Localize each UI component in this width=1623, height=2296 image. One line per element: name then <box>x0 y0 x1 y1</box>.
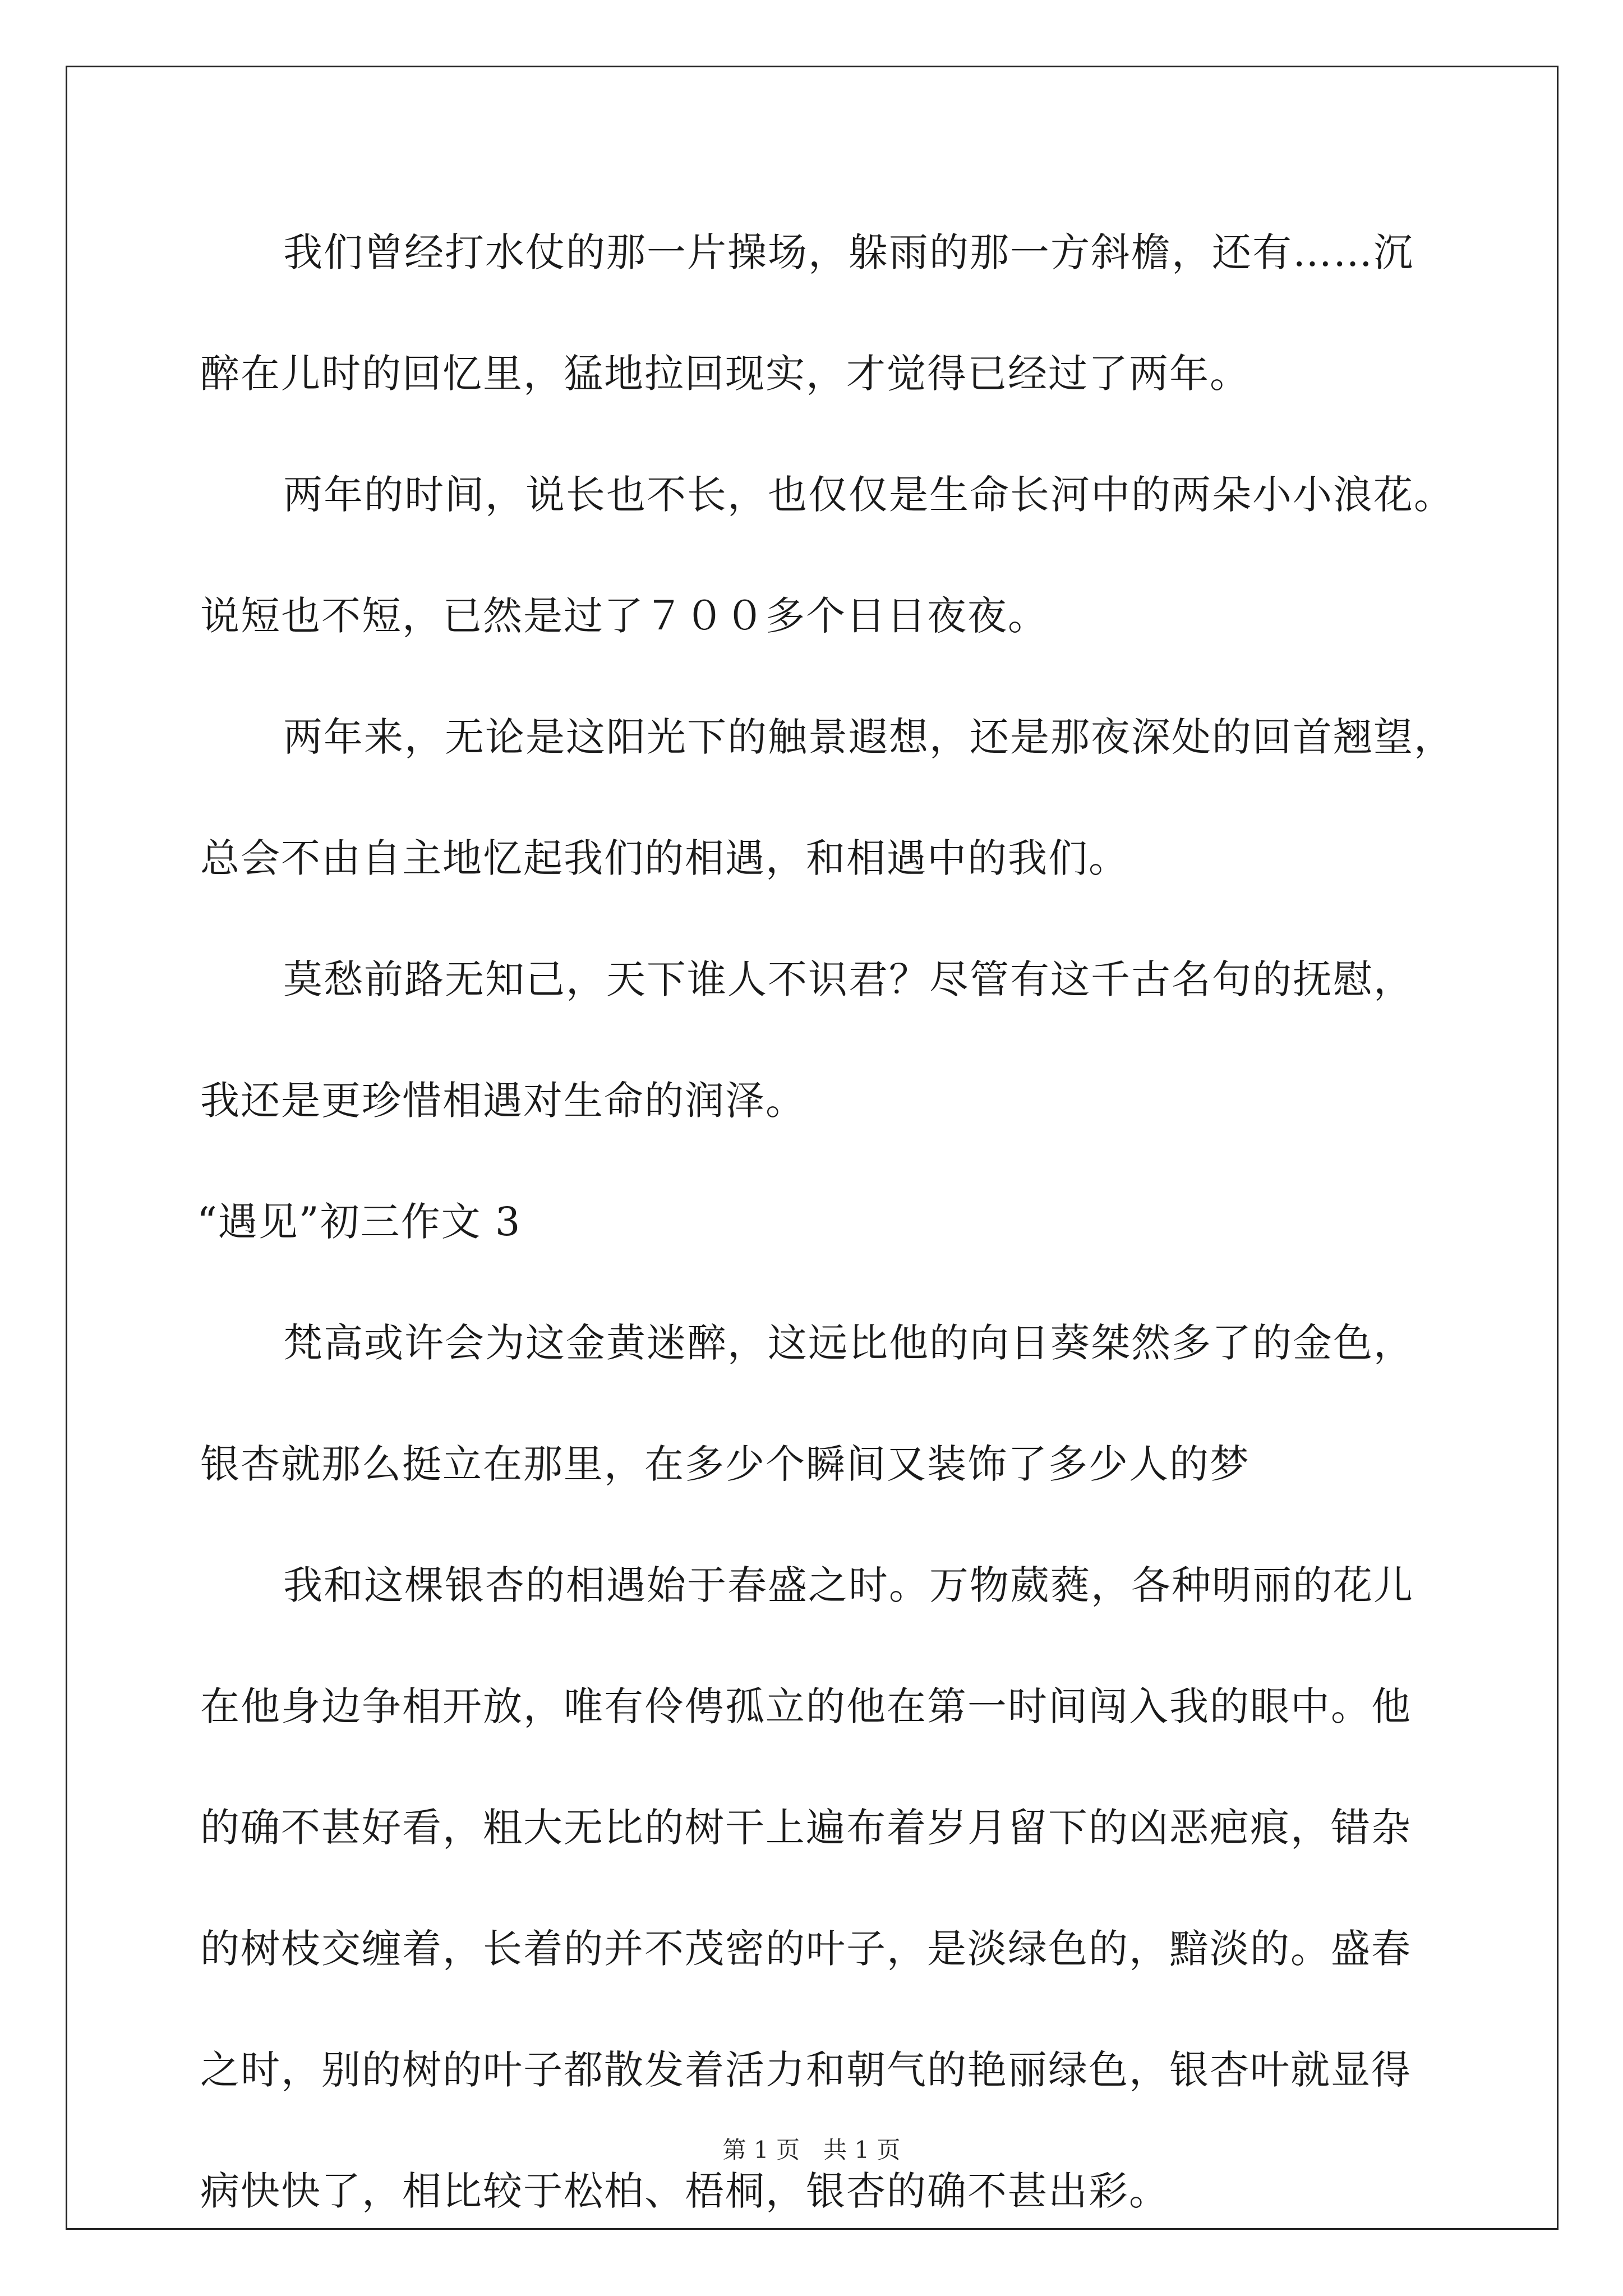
text-line: 梵高或许会为这金黄迷醉，这远比他的向日葵桀然多了的金色， <box>283 1320 1414 1366</box>
text-line: 我还是更珍惜相遇对生命的润泽。 <box>200 1078 806 1124</box>
paragraph <box>200 703 1456 946</box>
text-line: 的确不甚好看，粗大无比的树干上遍布着岁月留下的凶恶疤痕，错杂 <box>200 1805 1412 1851</box>
section-heading: “遇见”初三作文 3 <box>197 1199 522 1245</box>
text-line: 我和这棵银杏的相遇始于春盛之时。万物葳蕤，各种明丽的花儿 <box>283 1562 1414 1608</box>
text-line: 莫愁前路无知己，天下谁人不识君？尽管有这千古名句的抚慰， <box>283 956 1414 1002</box>
paragraph <box>200 1552 1456 2279</box>
document-body <box>197 219 1456 2279</box>
text-line: 说短也不短，已然是过了７００多个日日夜夜。 <box>200 593 1048 639</box>
page-number-footer: 第 1 页 共 1 页 <box>722 2136 901 2164</box>
text-line: 在他身边争相开放，唯有伶俜孤立的他在第一时间闯入我的眼中。他 <box>200 1683 1412 1729</box>
text-line: 之时，别的树的叶子都散发着活力和朝气的艳丽绿色，银杏叶就显得 <box>200 2047 1412 2093</box>
paragraph <box>200 461 1456 703</box>
text-line: 病快快了，相比较于松柏、梧桐，银杏的确不甚出彩。 <box>200 2168 1169 2214</box>
paragraph <box>200 219 1456 461</box>
text-line: 两年的时间，说长也不长，也仅仅是生命长河中的两朵小小浪花。 <box>283 472 1454 518</box>
text-line: 我们曾经打水仗的那一片操场，躲雨的那一方斜檐，还有……沉 <box>283 229 1414 275</box>
text-line: 总会不由自主地忆起我们的相遇，和相遇中的我们。 <box>200 835 1129 881</box>
text-line: 的树枝交缠着，长着的并不茂密的叶子，是淡绿色的，黯淡的。盛春 <box>200 1926 1412 1972</box>
text-line: 两年来，无论是这阳光下的触景遐想，还是那夜深处的回首翘望， <box>283 714 1454 760</box>
paragraph <box>200 946 1456 1188</box>
paragraph <box>200 1309 1456 1552</box>
text-line: 醉在儿时的回忆里，猛地拉回现实，才觉得已经过了两年。 <box>200 351 1250 397</box>
text-line: 银杏就那么挺立在那里，在多少个瞬间又装饰了多少人的梦 <box>200 1441 1250 1487</box>
